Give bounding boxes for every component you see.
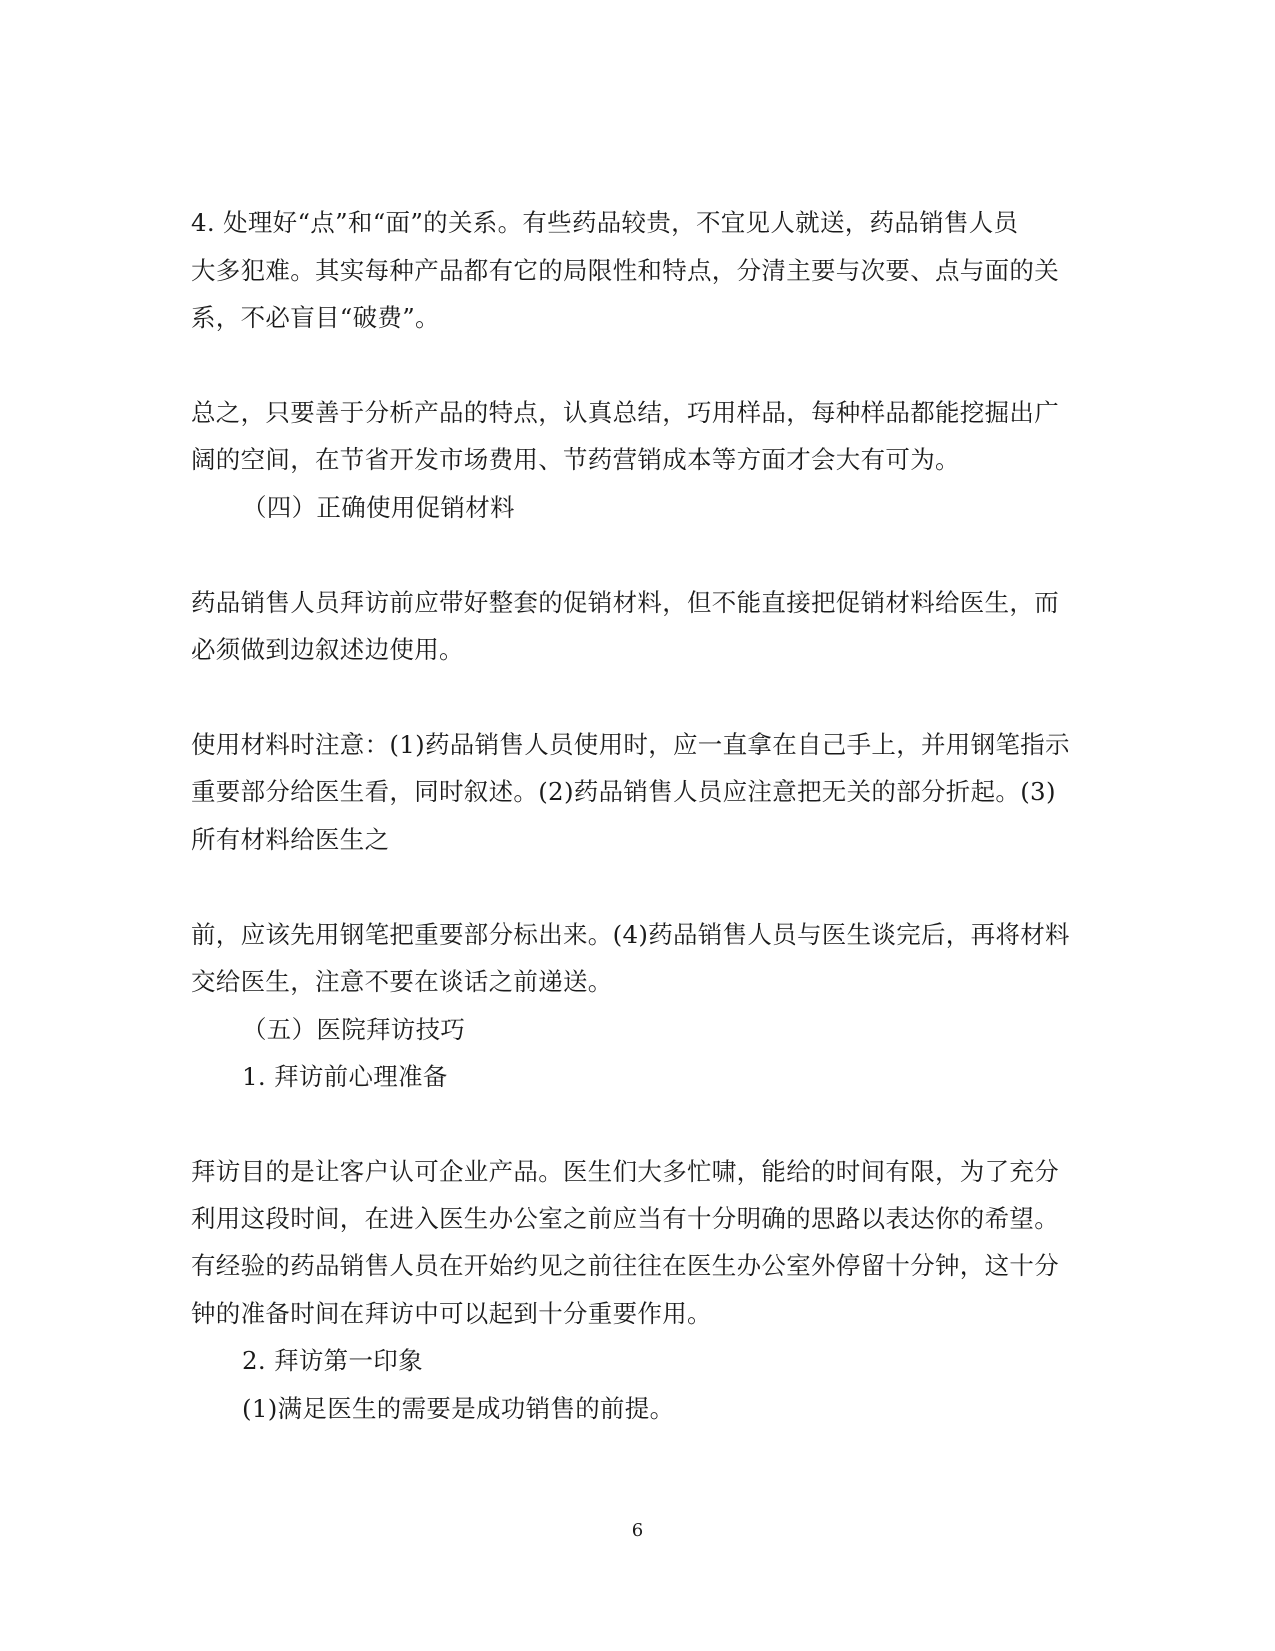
paragraph-line: 药品销售人员拜访前应带好整套的促销材料，但不能直接把促销材料给医生，而 [191,588,1059,617]
paragraph-line: 4. 处理好“点”和“面”的关系。有些药品较贵，不宜见人就送，药品销售人员 [191,208,1019,237]
paragraph-line: 有经验的药品销售人员在开始约见之前往往在医生办公室外停留十分钟，这十分 [191,1251,1059,1280]
paragraph-line: 拜访目的是让客户认可企业产品。医生们大多忙啸，能给的时间有限，为了充分 [191,1157,1059,1186]
paragraph-line: 必须做到边叙述边使用。 [191,635,464,664]
subsection-heading: 2. 拜访第一印象 [242,1346,423,1375]
paragraph-line: 利用这段时间，在进入医生办公室之前应当有十分明确的思路以表达你的希望。 [191,1204,1059,1233]
paragraph-line: 所有材料给医生之 [191,825,390,854]
list-item: (1)满足医生的需要是成功销售的前提。 [242,1394,675,1423]
paragraph-line: 总之，只要善于分析产品的特点，认真总结，巧用样品，每种样品都能挖掘出广 [191,398,1059,427]
paragraph-line: 系，不必盲目“破费”。 [191,303,440,332]
paragraph-line: 前，应该先用钢笔把重要部分标出来。(4)药品销售人员与医生谈完后，再将材料 [191,920,1070,949]
paragraph-line: 大多犯难。其实每种产品都有它的局限性和特点，分清主要与次要、点与面的关 [191,256,1059,285]
paragraph-line: 重要部分给医生看，同时叙述。(2)药品销售人员应注意把无关的部分折起。(3) [191,777,1056,806]
paragraph-line: 钟的准备时间在拜访中可以起到十分重要作用。 [191,1299,712,1328]
section-heading: （五）医院拜访技巧 [242,1015,466,1044]
section-heading: （四）正确使用促销材料 [242,493,515,522]
subsection-heading: 1. 拜访前心理准备 [242,1062,448,1091]
paragraph-line: 阔的空间，在节省开发市场费用、节药营销成本等方面才会大有可为。 [191,445,960,474]
paragraph-line: 交给医生，注意不要在谈话之前递送。 [191,967,613,996]
page-number: 6 [631,1520,644,1541]
paragraph-line: 使用材料时注意：(1)药品销售人员使用时，应一直拿在自己手上，并用钢笔指示 [191,730,1070,759]
